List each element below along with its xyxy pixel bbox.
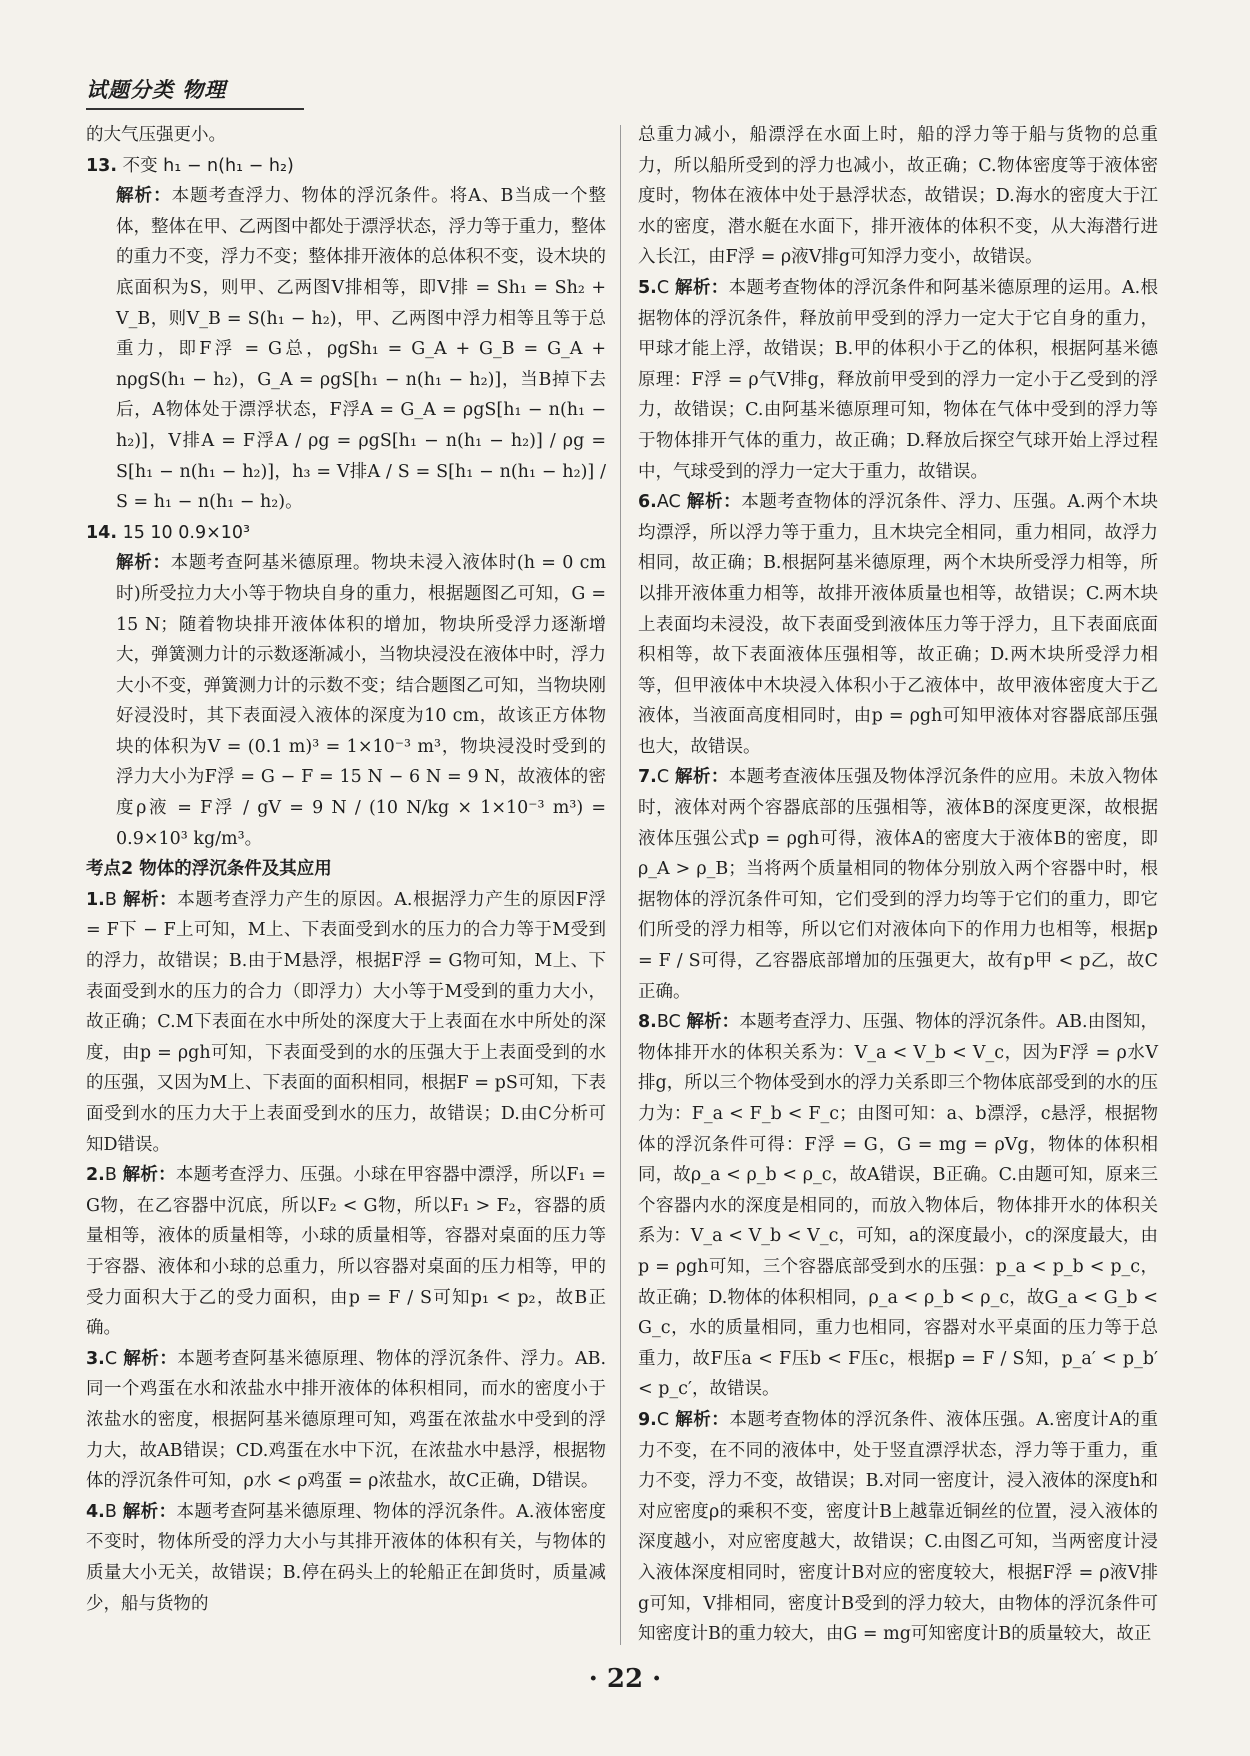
explanation-text: 本题考查阿基米德原理、物体的浮沉条件、浮力。AB.同一个鸡蛋在水和浓盐水中排开液体的体积相同，而水的密度小于浓盐水的密度，根据阿基米德原理可知，鸡蛋在浓盐水中受到的浮力大，故AB错误；CD.鸡蛋在水中下沉，在浓盐水中悬浮，根据物体的浮沉条件可知，ρ水 < ρ鸡蛋 = ρ浓盐水，故C正确，D错误。 — [86, 1348, 607, 1492]
explanation-label: 解析： — [116, 186, 172, 207]
answer-text: C — [104, 1348, 118, 1369]
question-number: 13. — [86, 155, 118, 176]
question-number: 8. — [638, 1012, 657, 1033]
explanation-label: 解析： — [686, 1012, 740, 1033]
answer-text: C — [656, 1409, 670, 1430]
text-block — [86, 120, 606, 151]
answer-text: B — [104, 889, 117, 910]
explanation-label: 解析： — [123, 1348, 178, 1369]
question-number: 5. — [638, 277, 657, 298]
explanation-label: 解析： — [122, 1165, 176, 1186]
explanation-label: 解析： — [123, 889, 178, 910]
explanation-text: 本题考查物体的浮沉条件、液体压强。A.密度计A的重力不变，在不同的液体中，处于竖直漂浮状态，浮力等于重力，重力不变，浮力不变，故错误；B.对同一密度计，浸入液体的深度h和对应密度ρ的乘积不变，密度计B上越靠近铜丝的位置，浸入液体的深度越小，对应密度越大，故错误；C.由图乙可知，当两密度计浸入液体深度相同时，密度计B对应的密度较大，根据F浮 = ρ液V排g可知，V排相同，密度计B受到的浮力较大，由物体的浮沉条件可知密度计B的重力较大，由G = mg可知密度计B的质量较大，故正 — [638, 1409, 1158, 1645]
explanation-text: 本题考查阿基米德原理。物块未浸入液体时(h = 0 cm时)所受拉力大小等于物块自身的重力，根据题图乙可知，G = 15 N；随着物块排开液体体积的增加，物块所受浮力逐渐增大，弹簧测力计的示数逐渐减小，当物块浸没在液体中时，浮力大小不变，弹簧测力计的示数不变；结合题图乙可知，当物块刚好浸没时，其下表面浸入液体的深度为10 cm，故该正方体物块的体积为V = (0.1 m)³ = 1×10⁻³ m³，物块浸没时受到的浮力大小为F浮 = G − F = 15 N − 6 N = 9 N，故液体的密度ρ液 = F浮 / gV = 9 N / (10 N/kg × 1×10⁻³ m³) = 0.9×10³ kg/m³。 — [116, 553, 607, 849]
answer-text: B — [104, 1165, 117, 1186]
column-divider — [620, 125, 621, 1645]
question-number: 9. — [638, 1409, 657, 1430]
explanation-text: 本题考查浮力、物体的浮沉条件。将A、B当成一个整体，整体在甲、乙两图中都处于漂浮状态，浮力等于重力，整体的重力不变，浮力不变；整体排开液体的总体积不变，设木块的底面积为S，则甲、乙两图V排相等，即V排 = Sh₁ = Sh₂ + V_B，则V_B = S(h₁ − h₂)，甲、乙两图中浮力相等且等于总重力，即F浮 = G总，ρgSh₁ = G_A + G_B = G_A + nρgS(h₁ − h₂)，G_A = ρgS[h₁ − n(h₁ − h₂)]，当B掉下去后，A物体处于漂浮状态，F浮A = G_A = ρgS[h₁ − n(h₁ − h₂)]，V排A = F浮A / ρg = ρgS[h₁ − n(h₁ − h₂)] / ρg = S[h₁ − n(h₁ − h₂)]，h₃ = V排A / S = S[h₁ − n(h₁ − h₂)] / S = h₁ − n(h₁ − h₂)。 — [116, 186, 607, 513]
right-column — [638, 120, 1158, 1650]
explanation-label: 解析： — [675, 1409, 730, 1430]
explanation-label: 解析： — [116, 553, 171, 574]
explanation-label: 解析： — [675, 277, 729, 298]
header-rule — [86, 108, 304, 110]
question-number: 6. — [638, 492, 657, 513]
text-block — [638, 120, 1158, 273]
question-number: 2. — [86, 1165, 105, 1186]
answer-text: 不变 h₁ − n(h₁ − h₂) — [122, 155, 294, 176]
answer-text: C — [656, 277, 670, 298]
question-number: 3. — [86, 1348, 105, 1369]
question-item — [638, 762, 1158, 1007]
question-item — [86, 1344, 606, 1497]
answer-text: C — [656, 767, 670, 788]
page-number: · 22 · — [588, 1664, 662, 1694]
explanation-text: 本题考查物体的浮沉条件、浮力、压强。A.两个木块均漂浮，所以浮力等于重力，且木块完全相同，重力相同，故浮力相同，故正确；B.根据阿基米德原理，两个木块所受浮力相等，所以排开液体重力相等，故排开液体质量也相等，故错误；C.两木块上表面均未浸没，故下表面受到液体压力等于浮力，且下表面底面积相等，故下表面液体压强相等，故正确；D.两木块所受浮力相等，但甲液体中木块浸入体积小于乙液体中，故甲液体密度大于乙液体，当液面高度相同时，由p = ρgh可知甲液体对容器底部压强也大，故错误。 — [638, 492, 1159, 757]
explanation-text: 本题考查阿基米德原理、物体的浮沉条件。A.液体密度不变时，物体所受的浮力大小与其排开液体的体积有关，与物体的质量大小无关，故错误；B.停在码头上的轮船正在卸货时，质量减少，船与货物的 — [86, 1501, 606, 1614]
page-header — [86, 74, 306, 110]
paragraph-text: 总重力减小，船漂浮在水面上时，船的浮力等于船与货物的总重力，所以船所受到的浮力也减小，故正确；C.物体密度等于液体密度时，物体在液体中处于悬浮状态，故错误；D.海水的密度大于江水的密度，潜水艇在水面下，排开液体的体积不变，从大海潜行进入长江，由F浮 = ρ液V排g可知浮力变小，故错误。 — [638, 125, 1158, 268]
left-column — [86, 120, 606, 1619]
answer-text: BC — [656, 1012, 681, 1033]
question-item — [638, 1007, 1158, 1405]
explanation-text: 本题考查浮力、压强。小球在甲容器中漂浮，所以F₁ = G物，在乙容器中沉底，所以F₂ < G物，所以F₁ > F₂，容器的质量相等，液体的质量相等，小球的质量相等，容器对桌面的压力等于容器、液体和小球的总重力，所以容器对桌面的压力相等，甲的受力面积大于乙的受力面积，由p = F / S可知p₁ < p₂，故B正确。 — [86, 1165, 606, 1339]
question-item — [638, 487, 1158, 762]
section-heading: 考点2 物体的浮沉条件及其应用 — [86, 859, 332, 880]
answer-text: AC — [656, 492, 681, 513]
explanation — [86, 548, 606, 854]
question-item — [86, 885, 606, 1160]
question-item — [86, 1160, 606, 1344]
explanation-label: 解析： — [675, 767, 729, 788]
answer-line — [86, 518, 606, 549]
explanation-label: 解析： — [122, 1501, 177, 1522]
question-number: 1. — [86, 889, 105, 910]
explanation-text: 本题考查浮力、压强、物体的浮沉条件。AB.由图知，物体排开水的体积关系为：V_a < V_b < V_c，因为F浮 = ρ水V排g，所以三个物体受到水的浮力关系即三个物体底部受到的水的压力为：F_a < F_b < F_c；由图可知：a、b漂浮，c悬浮，根据物体的浮沉条件可得：F浮 = G，G = mg = ρVg，物体的体积相同，故ρ_a < ρ_b < ρ_c，故A错误，B正确。C.由题可知，原来三个容器内水的深度是相同的，而放入物体后，物体排开水的体积关系为：V_a < V_b < V_c，可知，a的深度最小，c的深度最大，由p = ρgh可知，三个容器底部受到水的压强：p_a < p_b < p_c，故正确；D.物体的体积相同，ρ_a < ρ_b < ρ_c，故G_a < G_b < G_c，水的质量相同，重力也相同，容器对水平桌面的压力等于总重力，故F压a < F压b < F压c，根据p = F / S知，p_a′ < p_b′ < p_c′，故错误。 — [638, 1012, 1158, 1400]
question-item — [638, 273, 1158, 487]
paragraph-text: 的大气压强更小。 — [86, 125, 226, 145]
question-number: 4. — [86, 1501, 105, 1522]
explanation — [86, 181, 606, 518]
header-title: 试题分类 物理 — [86, 78, 227, 102]
question-number: 14. — [86, 522, 118, 543]
question-item — [638, 1405, 1158, 1650]
explanation-label: 解析： — [686, 492, 742, 513]
explanation-text: 本题考查液体压强及物体浮沉条件的应用。未放入物体时，液体对两个容器底部的压强相等，液体B的深度更深，故根据液体压强公式p = ρgh可得，液体A的密度大于液体B的密度，即ρ_A > ρ_B；当将两个质量相同的物体分别放入两个容器中时，根据物体的浮沉条件可知，它们受到的浮力均等于它们的重力，即它们所受的浮力相等，所以它们对液体向下的作用力也相等，根据p = F / S可得，乙容器底部增加的压强更大，故有p甲 < p乙，故C正确。 — [638, 767, 1158, 1002]
explanation-text: 本题考查物体的浮沉条件和阿基米德原理的运用。A.根据物体的浮沉条件，释放前甲受到的浮力一定大于它自身的重力，甲球才能上浮，故错误；B.甲的体积小于乙的体积，根据阿基米德原理：F浮 = ρ气V排g，释放前甲受到的浮力一定小于乙受到的浮力，故错误；C.由阿基米德原理可知，物体在气体中受到的浮力等于物体排开气体的重力，故正确；D.释放后探空气球开始上浮过程中，气球受到的浮力一定大于重力，故错误。 — [638, 277, 1159, 482]
answer-text: B — [104, 1501, 117, 1522]
answer-text: 15 10 0.9×10³ — [122, 522, 251, 543]
explanation-text: 本题考查浮力产生的原因。A.根据浮力产生的原因F浮 = F下 − F上可知，M上、下表面受到水的压力的合力等于M受到的浮力，故错误；B.由于M悬浮，根据F浮 = G物可知，M上、下表面受到水的压力的合力（即浮力）大小等于M受到的重力大小，故正确；C.M下表面在水中所处的深度大于上表面在水中所处的深度，由p = ρgh可知，下表面受到的水的压强大于上表面受到的水的压强，又因为M上、下表面的面积相同，根据F = pS可知，下表面受到水的压力大于上表面受到水的压力，故错误；D.由C分析可知D错误。 — [86, 889, 606, 1155]
answer-line — [86, 151, 606, 182]
question-number: 7. — [638, 767, 657, 788]
question-item — [86, 1497, 606, 1619]
